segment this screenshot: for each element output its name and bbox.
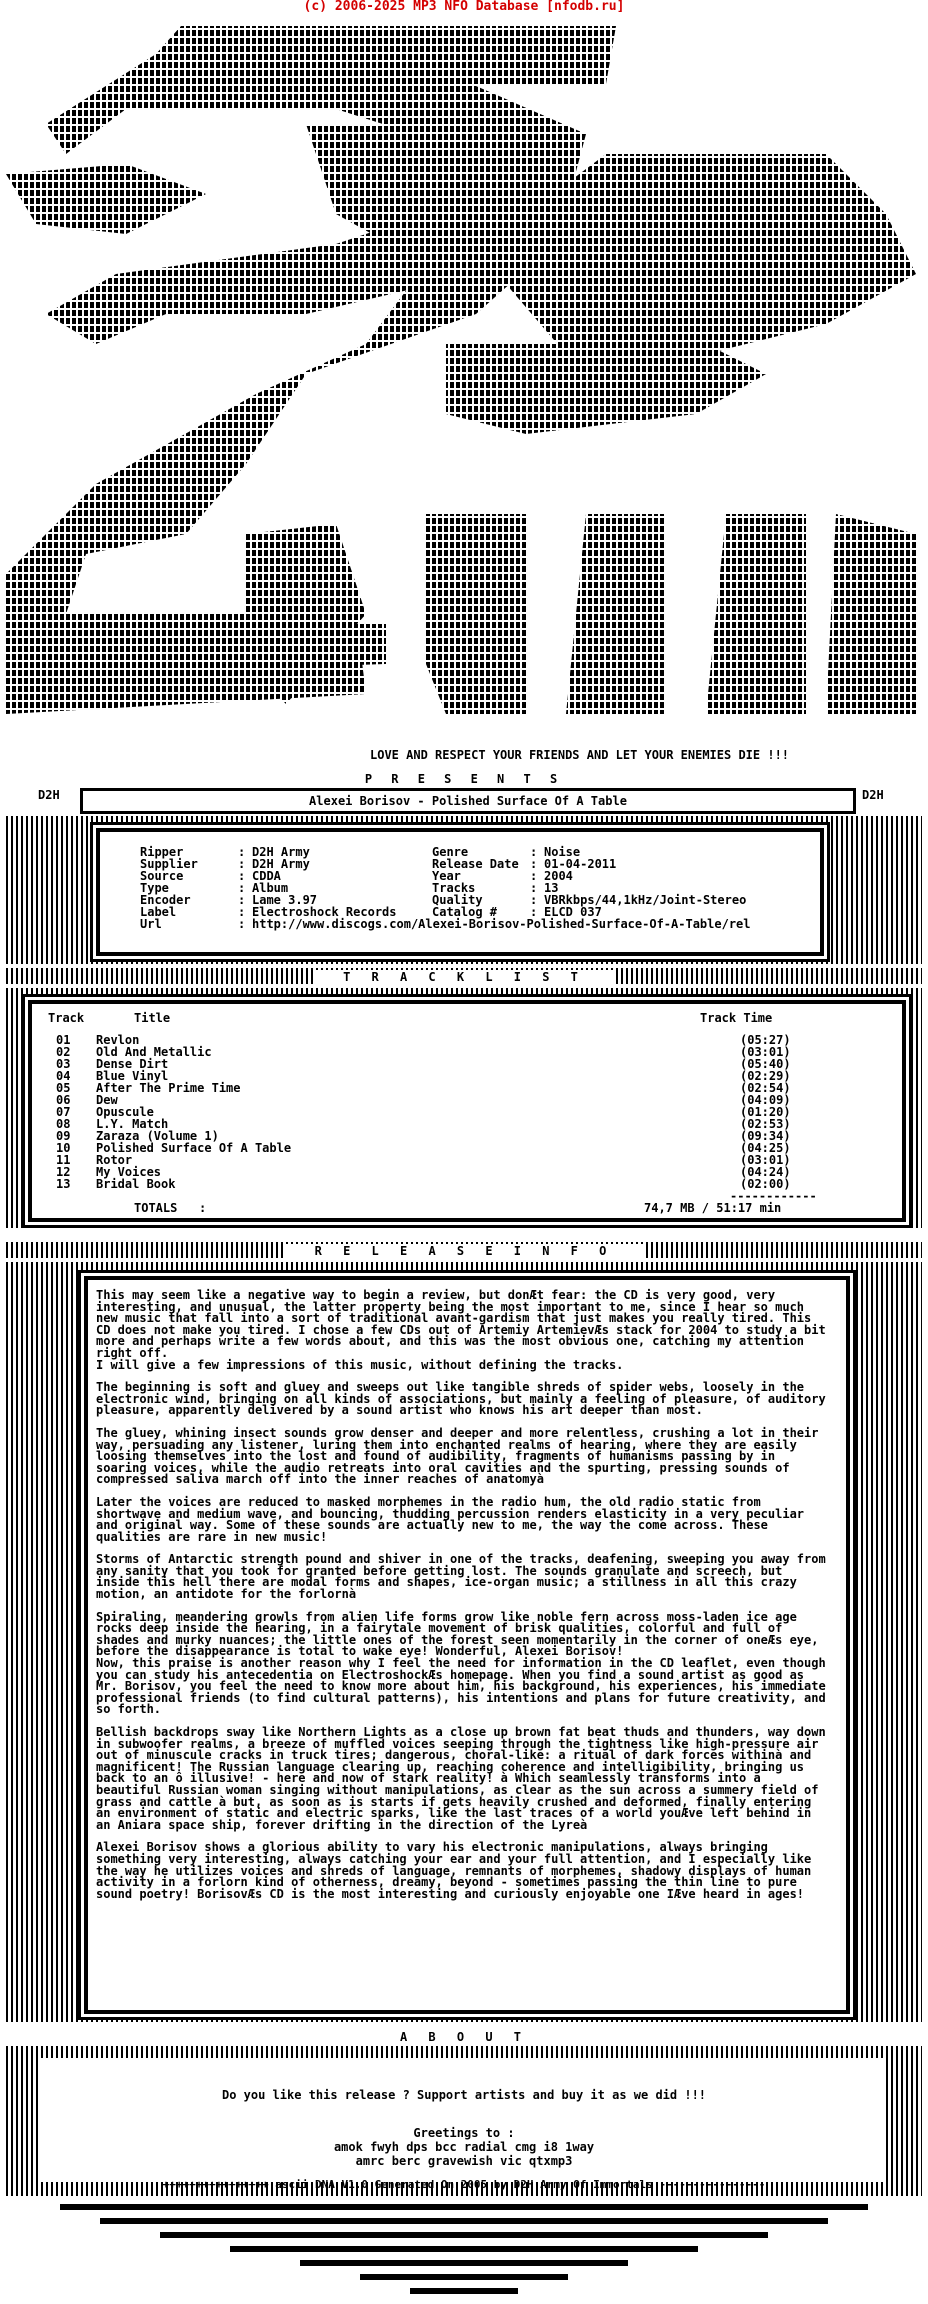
info-value: D2H Army [252,845,310,859]
generated-line: ++++++++++++++++ ascii DNA V1.0 Generated On 2005 by D2H Army Of Immortals ---------------- [162,2178,766,2191]
info-key: Encoder [140,893,191,907]
greetings-line-1: amok fwyh dps bcc radial cmg i8 1way [333,2140,595,2154]
track-time: (02:54) [740,1081,791,1095]
info-key: Catalog # [432,905,498,919]
info-value: D2H Army [252,857,310,871]
tracklist-heading: T R A C K L I S T [314,970,614,984]
track-time: (03:01) [740,1153,791,1167]
track-number: 10 [56,1141,71,1155]
track-time: (02:53) [740,1117,791,1131]
release-title: Alexei Borisov - Polished Surface Of A Table [309,794,627,808]
info-value: ELCD 037 [544,905,602,919]
info-colon: : [530,881,538,895]
info-colon: : [530,857,538,871]
track-number: 01 [56,1033,71,1047]
info-value: Electroshock Records [252,905,397,919]
track-number: 13 [56,1177,71,1191]
track-title: L.Y. Match [96,1117,169,1131]
info-value: Noise [544,845,581,859]
totals-value: 74,7 MB / 51:17 min [644,1201,782,1215]
info-key: Label [140,905,177,919]
info-key: Source [140,869,184,883]
info-colon: : [238,905,246,919]
info-colon: : [238,893,246,907]
band-left-tag: D2H [38,788,60,802]
release-paragraph: Alexei Borisov shows a glorious ability to vary his electronic manipulations, always bringing something very interesting, always catching your ear and your full attention, and I especially like the way he utilizes voices and shreds of language, remnants of morphemes, shadowy displays of human activity in a forlorn kind of otherness, dreamy, beyond - sometimes passing the thin line to pure sound poetry! BorisovÆs CD is the most interesting and curiously enjoyable one IÆve heard in ages! [96,1840,812,1901]
track-title: Dense Dirt [96,1057,169,1071]
info-key: Year [432,869,461,883]
info-value: 01-04-2011 [544,857,617,871]
tracklist-col-title: Title [134,1011,171,1025]
track-time: (02:00) [740,1177,791,1191]
release-title-band [80,788,856,814]
info-key: Tracks [432,881,476,895]
totals-label: TOTALS : [134,1201,207,1215]
track-title: Blue Vinyl [96,1069,169,1083]
track-number: 12 [56,1165,71,1179]
info-key: Url [140,917,162,931]
info-value: Lame 3.97 [252,893,318,907]
about-heading: A B O U T [399,2030,529,2044]
track-title: Old And Metallic [96,1045,212,1059]
info-value: VBRkbps/44,1kHz/Joint-Stereo [544,893,747,907]
info-key: Genre [432,845,469,859]
track-number: 07 [56,1105,71,1119]
info-value: CDDA [252,869,281,883]
track-time: (09:34) [740,1129,791,1143]
info-colon: : [238,845,246,859]
track-number: 04 [56,1069,71,1083]
track-number: 02 [56,1045,71,1059]
track-time: (04:24) [740,1165,791,1179]
track-title: After The Prime Time [96,1081,241,1095]
track-number: 05 [56,1081,71,1095]
release-paragraph: Bellish backdrops sway like Northern Lights as a close up brown fat beat thuds and thunders, way down in subwoofer realms, a breeze of muffled voices seeping through the tightness like high-pressure air out of minuscule cracks in truck tires; dangerous, choral-like: a ritual of dark forces withinà and magnificent! The Russian language clearing up, reaching coherence and intelligibility, bringing us back to an ô illusive! - here and now of stark reality! à Which seamlessly transforms into a beautiful Russian woman singing without manipulations, as clear as the sun across a summery field of grass and cattle à but, as soon as is starts if gets heavily crushed and deformed, finally entering an environment of static and electric sparks, like the last traces of a world youÆve left behind in an Aniara space ship, forever drifting in the direction of the Lyreà [96,1725,826,1832]
greetings-line-2: amrc berc gravewish vic qtxmp3 [355,2154,573,2168]
tracklist-col-time: Track Time [700,1011,773,1025]
track-title: Rotor [96,1153,133,1167]
release-heading: R E L E A S E I N F O [284,1244,644,1258]
info-colon: : [238,917,246,931]
release-text [96,1290,831,1911]
track-time: (01:20) [740,1105,791,1119]
info-colon: : [530,845,538,859]
tagline: LOVE AND RESPECT YOUR FRIENDS AND LET YOUR ENEMIES DIE !!! [370,748,790,762]
track-title: Opuscule [96,1105,154,1119]
footer-triangle [0,2200,928,2304]
track-title: Zaraza (Volume 1) [96,1129,219,1143]
info-key: Release Date [432,857,519,871]
release-paragraph: Storms of Antarctic strength pound and shiver in one of the tracks, deafening, sweeping you away from any sanity that you took for granted before getting lost. The sounds granulate and screech, but inside this hell there are modal forms and shapes, ice-organ music; a stillness in all this crazy motion, an antidote for the forlornà [96,1552,826,1602]
info-value: Album [252,881,289,895]
info-colon: : [238,857,246,871]
info-key: Quality [432,893,483,907]
support-line: Do you like this release ? Support artists and buy it as we did !!! [221,2088,707,2102]
tracklist-col-track: Track [48,1011,85,1025]
track-time: (02:29) [740,1069,791,1083]
info-key: Supplier [140,857,198,871]
info-value: 13 [544,881,559,895]
info-colon: : [238,881,246,895]
track-number: 03 [56,1057,71,1071]
d2h-ascii-logo [6,14,922,774]
info-colon: : [238,869,246,883]
track-number: 08 [56,1117,71,1131]
greetings-title: Greetings to : [413,2126,515,2140]
track-number: 09 [56,1129,71,1143]
info-key: Type [140,881,169,895]
track-number: 11 [56,1153,71,1167]
info-value: http://www.discogs.com/Alexei-Borisov-Polished-Surface-Of-A-Table/rel [252,917,751,931]
info-value: 2004 [544,869,573,883]
presents-heading: P R E S E N T S [364,772,564,786]
track-title: Dew [96,1093,118,1107]
release-paragraph: The beginning is soft and gluey and sweeps out like tangible shreds of spider webs, loosely in the electronic wind, bringing on all kinds of associations, but mainly a feeling of pleasure, of auditory pleasure, apparently delivered by a sound artist who knows his art deeper than most. [96,1380,826,1418]
band-right-tag: D2H [862,788,884,802]
release-paragraph: The gluey, whining insect sounds grow denser and deeper and more relentless, crushing a lot in their way, persuading any listener, luring them into enchanted realms of hearing, where they are easily loosing themselves into the lost and found of audibility, fragments of humanisms passing by in soaring voices, while the audio retreats into oral cavities and the spurting, pressing sounds of compressed saliva march off into the inner reaches of anatomyà [96,1425,819,1487]
totals-rule: ------------ [730,1189,817,1203]
track-time: (04:09) [740,1093,791,1107]
track-time: (04:25) [740,1141,791,1155]
track-title: Polished Surface Of A Table [96,1141,292,1155]
info-colon: : [530,869,538,883]
track-title: Bridal Book [96,1177,176,1191]
info-colon: : [530,893,538,907]
release-paragraph: Spiraling, meandering growls from alien life forms grow like noble fern across moss-laden ice age rocks deep inside the hearing, in a fairytale movement of brisk qualities, colorful and full of shades and murky nuances; the little ones of the forest seen momentarily in the corner of oneÆs eye, before the disappearance is total to wake eye! Wonderful, Alexei Borisov! Now, this praise is another reason why I feel the need for information in the CD leaflet, even though you can study his antecedentia on ElectroshockÆs homepage. When you find a sound artist as good as Mr. Borisov, you feel the need to know more about him, his background, his experiences, his immediate professional friends (to find cultural patterns), his intentions and plans for future creativity, and so forth. [96,1609,826,1717]
track-time: (05:40) [740,1057,791,1071]
nfo-credit: (c) 2006-2025 MP3 NFO Database [nfodb.ru] [303,0,625,14]
track-time: (05:27) [740,1033,791,1047]
release-paragraph: Later the voices are reduced to masked morphemes in the radio hum, the old radio static from shortwave and medium wave, and bouncing, thudding percussion renders elasticity in a very peculiar and original way. Some of these sounds are actually new to me, the way the come across. These qualities are rare in new music! [96,1494,805,1544]
track-number: 06 [56,1093,71,1107]
track-title: Revlon [96,1033,140,1047]
release-paragraph: This may seem like a negative way to begin a review, but donÆt fear: the CD is very good, very interesting, and unusual, the latter property being the most important to me, since I hear so much new music that fall into a sort of traditional avant-gardism that just makes you really tired. This CD does not make you tired. I chose a few CDs out of Artemiy ArtemievÆs stack for 2004 to study a bit more and perhaps write a few words about, and this was the most obvious one, catching my attention right off. I will give a few impressions of this music, without defining the tracks. [96,1288,826,1372]
track-time: (03:01) [740,1045,791,1059]
track-title: My Voices [96,1165,162,1179]
info-colon: : [530,905,538,919]
info-key: Ripper [140,845,184,859]
